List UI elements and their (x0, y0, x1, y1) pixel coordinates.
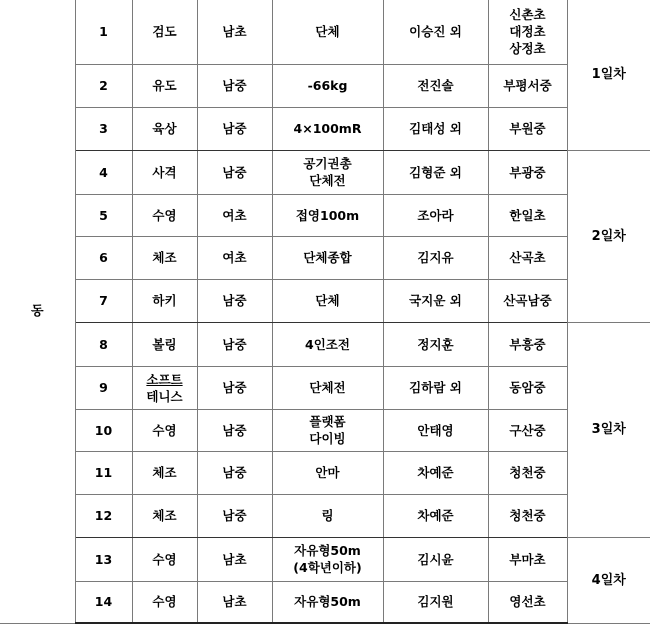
row-number: 13 (75, 537, 132, 581)
school-line: 신촌초 (509, 7, 546, 23)
division-cell: 남중 (197, 451, 272, 494)
sport-cell: 육상 (132, 107, 197, 150)
sport-cell: 볼링 (132, 322, 197, 366)
school-cell: 청천중 (488, 451, 567, 494)
event-cell: 안마 (272, 451, 383, 494)
sport-cell: 수영 (132, 581, 197, 623)
table-row (0, 0, 650, 64)
sport-cell: 유도 (132, 64, 197, 107)
school-cell: 영선초 (488, 581, 567, 623)
event-line: 다이빙 (309, 431, 346, 446)
table-row (0, 581, 650, 623)
sport-cell: 체조 (132, 494, 197, 537)
table-row (0, 279, 650, 322)
sport-cell: 수영 (132, 194, 197, 236)
row-number: 12 (75, 494, 132, 537)
day-cell-4: 4일차 (567, 537, 650, 623)
athlete-cell: 국지운 외 (383, 279, 488, 322)
row-number: 8 (75, 322, 132, 366)
athlete-cell: 김태성 외 (383, 107, 488, 150)
day-cell-1: 1일차 (567, 0, 650, 150)
athlete-cell: 정지훈 (383, 322, 488, 366)
school-line: 상정초 (509, 41, 546, 57)
day-cell-2: 2일차 (567, 150, 650, 322)
school-line: 대정초 (509, 24, 546, 40)
school-cell: 산곡남중 (488, 279, 567, 322)
sport-line: 테니스 (146, 388, 183, 404)
table-row (0, 236, 650, 279)
table-row (0, 150, 650, 194)
division-cell: 여초 (197, 236, 272, 279)
athlete-cell: 안태영 (383, 409, 488, 451)
table-row (0, 451, 650, 494)
event-line: 자유형50m (294, 543, 361, 558)
division-cell: 남중 (197, 366, 272, 409)
athlete-cell: 이승진 외 (383, 0, 488, 64)
school-cell: 부광중 (488, 150, 567, 194)
event-cell: 단체종합 (272, 236, 383, 279)
division-cell: 남중 (197, 64, 272, 107)
school-cell: 부마초 (488, 537, 567, 581)
event-cell: 단체 (272, 0, 383, 64)
athlete-cell: 김형준 외 (383, 150, 488, 194)
event-cell: 단체 (272, 279, 383, 322)
row-number: 3 (75, 107, 132, 150)
table-row (0, 107, 650, 150)
division-cell: 남중 (197, 279, 272, 322)
division-cell: 남초 (197, 0, 272, 64)
row-number: 1 (75, 0, 132, 64)
athlete-cell: 김지유 (383, 236, 488, 279)
school-cell: 부원중 (488, 107, 567, 150)
table-row (0, 366, 650, 409)
school-cell: 산곡초 (488, 236, 567, 279)
event-cell (272, 537, 383, 581)
sport-cell: 하키 (132, 279, 197, 322)
event-cell: 링 (272, 494, 383, 537)
athlete-cell: 조아라 (383, 194, 488, 236)
event-cell: 접영100m (272, 194, 383, 236)
day-cell-3: 3일차 (567, 322, 650, 537)
athlete-cell: 김지원 (383, 581, 488, 623)
athlete-cell: 전진솔 (383, 64, 488, 107)
division-cell: 여초 (197, 194, 272, 236)
athlete-cell: 김시윤 (383, 537, 488, 581)
row-number: 6 (75, 236, 132, 279)
event-line: (4학년이하) (293, 560, 362, 575)
sport-cell: 체조 (132, 451, 197, 494)
athlete-cell: 차예준 (383, 494, 488, 537)
sport-cell (132, 366, 197, 409)
table-row (0, 64, 650, 107)
school-cell (488, 0, 567, 64)
event-cell (272, 409, 383, 451)
sport-line: 소프트 (146, 371, 183, 387)
division-cell: 남초 (197, 537, 272, 581)
school-cell: 부평서중 (488, 64, 567, 107)
athlete-cell: 김하람 외 (383, 366, 488, 409)
sport-cell: 사격 (132, 150, 197, 194)
event-cell: 4인조전 (272, 322, 383, 366)
school-cell: 동암중 (488, 366, 567, 409)
row-number: 10 (75, 409, 132, 451)
row-number: 4 (75, 150, 132, 194)
division-cell: 남중 (197, 409, 272, 451)
event-cell: 단체전 (272, 366, 383, 409)
division-cell: 남중 (197, 107, 272, 150)
table-row (0, 494, 650, 537)
event-cell: 4×100mR (272, 107, 383, 150)
event-cell (272, 150, 383, 194)
school-cell: 한일초 (488, 194, 567, 236)
division-cell: 남초 (197, 581, 272, 623)
event-line: 플랫폼 (309, 414, 346, 429)
athlete-cell: 차예준 (383, 451, 488, 494)
school-cell: 부흥중 (488, 322, 567, 366)
row-number: 9 (75, 366, 132, 409)
table-row (0, 194, 650, 236)
sport-cell: 검도 (132, 0, 197, 64)
event-line: 공기권총 (303, 156, 352, 171)
division-cell: 남중 (197, 494, 272, 537)
division-cell: 남중 (197, 150, 272, 194)
table-row (0, 537, 650, 581)
event-cell: 자유형50m (272, 581, 383, 623)
sport-cell: 수영 (132, 537, 197, 581)
row-number: 14 (75, 581, 132, 623)
school-cell: 청천중 (488, 494, 567, 537)
medal-cell: 동 (0, 0, 75, 623)
sport-cell: 체조 (132, 236, 197, 279)
row-number: 7 (75, 279, 132, 322)
table-row (0, 322, 650, 366)
row-number: 5 (75, 194, 132, 236)
table-row (0, 409, 650, 451)
school-cell: 구산중 (488, 409, 567, 451)
row-number: 11 (75, 451, 132, 494)
event-cell: -66kg (272, 64, 383, 107)
row-number: 2 (75, 64, 132, 107)
event-line: 단체전 (309, 173, 346, 188)
division-cell: 남중 (197, 322, 272, 366)
sport-cell: 수영 (132, 409, 197, 451)
